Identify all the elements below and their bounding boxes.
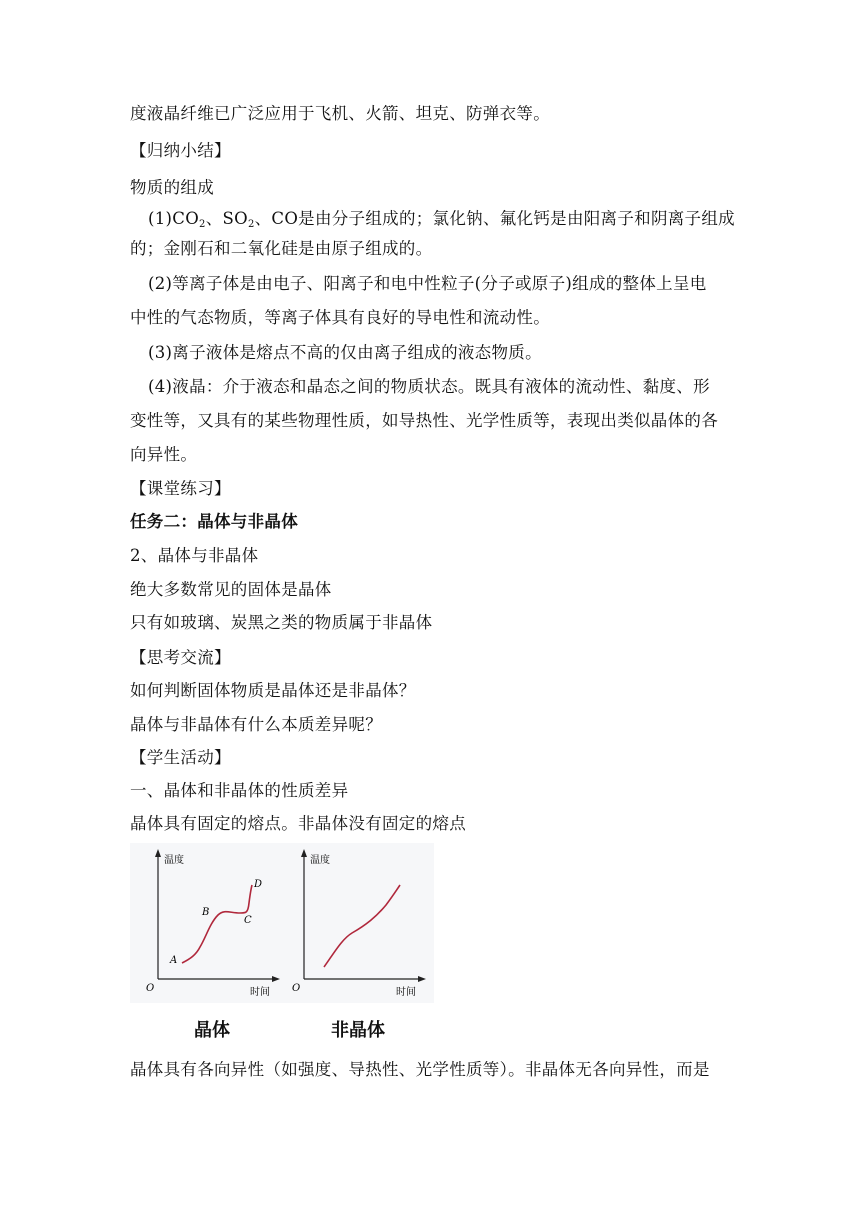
y-axis-label: 温度 <box>310 855 330 866</box>
text-line: 晶体具有固定的熔点。非晶体没有固定的熔点 <box>130 814 466 833</box>
section-heading: 【归纳小结】 <box>130 141 231 160</box>
text-line: 晶体与非晶体有什么本质差异呢？ <box>130 715 382 734</box>
section-heading: 【课堂练习】 <box>130 479 231 498</box>
text-line: 2、晶体与非晶体 <box>130 546 259 565</box>
text-line: 只有如玻璃、炭黑之类的物质属于非晶体 <box>130 613 433 632</box>
text-line: (3)离子液体是熔点不高的仅由离子组成的液态物质。 <box>148 343 542 362</box>
melting-curve-graphs <box>130 843 434 1003</box>
amorphous-graph <box>292 849 426 998</box>
text-line: 中性的气态物质，等离子体具有良好的导电性和流动性。 <box>130 308 550 327</box>
melting-curve-figure <box>130 843 434 1003</box>
y-axis-arrow-icon <box>155 849 161 857</box>
text-line: (4)液晶：介于液态和晶态之间的物质状态。既具有液体的流动性、黏度、形 <box>148 377 710 396</box>
text-line: $(1)CO_2$、$SO_2$、CO是由分子组成的；氯化钠、氟化钙是由阳离子和阴离子组成 <box>148 209 735 230</box>
y-axis-arrow-icon <box>301 849 307 857</box>
x-axis-arrow-icon <box>272 976 280 982</box>
text-line: 一、晶体和非晶体的性质差异 <box>130 781 349 800</box>
x-axis-label: 时间 <box>396 987 416 998</box>
text-line: 度液晶纤维已广泛应用于飞机、火箭、坦克、防弹衣等。 <box>130 104 550 123</box>
x-axis-label: 时间 <box>250 987 270 998</box>
text-line: 向异性。 <box>130 445 198 464</box>
section-heading: 【思考交流】 <box>130 648 231 667</box>
caption-amorphous: 非晶体 <box>331 1020 385 1041</box>
text-line: 的；金刚石和二氧化硅是由原子组成的。 <box>130 239 433 258</box>
amorphous-curve <box>324 885 400 967</box>
crystal-curve <box>182 885 252 963</box>
task-heading: 任务二：晶体与非晶体 <box>130 512 298 531</box>
section-heading: 【学生活动】 <box>130 748 231 767</box>
origin-label: O <box>292 983 301 994</box>
text-line: 绝大多数常见的固体是晶体 <box>130 580 332 599</box>
origin-label: O <box>146 983 155 994</box>
text-line: 变性等，又具有的某些物理性质，如导热性、光学性质等，表现出类似晶体的各 <box>130 411 718 430</box>
text-line: (2)等离子体是由电子、阳离子和电中性粒子(分子或原子)组成的整体上呈电 <box>148 274 707 293</box>
caption-crystal: 晶体 <box>194 1020 230 1041</box>
point-c-label: C <box>244 915 252 926</box>
text-line: 晶体具有各向异性（如强度、导热性、光学性质等）。非晶体无各向异性，而是 <box>130 1060 710 1079</box>
text-line: 物质的组成 <box>130 178 214 197</box>
point-b-label: B <box>202 907 210 918</box>
crystal-graph <box>146 849 280 998</box>
y-axis-label: 温度 <box>164 855 184 866</box>
point-d-label: D <box>254 879 263 890</box>
x-axis-arrow-icon <box>418 976 426 982</box>
point-a-label: A <box>170 955 178 966</box>
text-line: 如何判断固体物质是晶体还是非晶体？ <box>130 681 416 700</box>
